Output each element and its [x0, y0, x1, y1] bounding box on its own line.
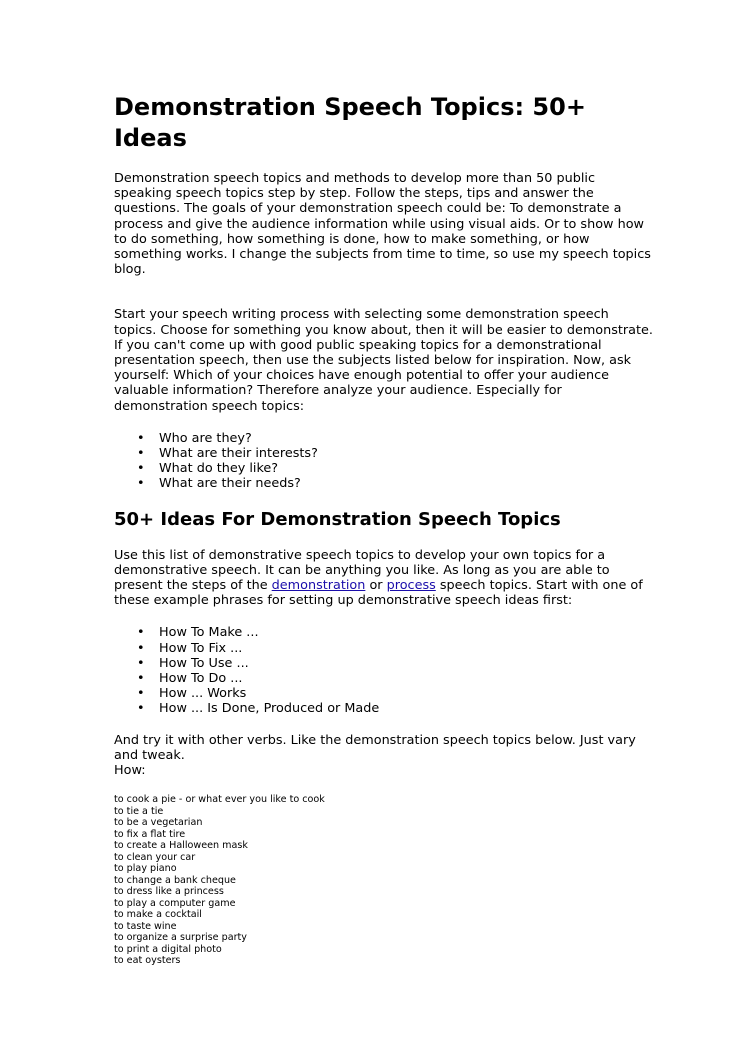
- topic-item: to change a bank cheque: [114, 874, 236, 886]
- topic-item: to make a cocktail: [114, 909, 202, 921]
- list-item: • How To Do ...: [159, 671, 654, 686]
- demonstration-link[interactable]: demonstration: [271, 578, 366, 594]
- list-item: • How To Use ...: [159, 656, 654, 671]
- audience-questions-list: [114, 431, 654, 492]
- section-text-end: speech topics. Start with one of these example phrases for setting up demonstrative speech ideas first:: [114, 578, 643, 609]
- topic-item: to taste wine: [114, 920, 177, 932]
- topic-item: to fix a flat tire: [114, 828, 186, 840]
- section-paragraph: [114, 548, 654, 609]
- how-label: How:: [114, 763, 146, 779]
- topic-item: to cook a pie - or what ever you like to cook: [114, 794, 325, 806]
- list-item: • How ... Works: [159, 686, 654, 701]
- section-text-start: Use this list of demonstrative speech topics to develop your own topics for a demonstrative speech. It can be anything you like. As long as you are able to present the steps of the: [114, 547, 610, 594]
- topic-item: to organize a surprise party: [114, 932, 247, 944]
- intro-paragraph: Demonstration speech topics and methods to develop more than 50 public speaking speech topics step by step. Follow the steps, tips and answer the questions. The goals of your demonstration speech could be: To demonstrate a process and give the audience information while using visual aids. Or to show how to do something, how something is done, how to make something, or how something works. I change the subjects from time to time, so use my speech topics blog.: [114, 171, 651, 278]
- list-item: • How To Make ...: [159, 625, 654, 640]
- list-item: • How To Fix ...: [159, 641, 654, 656]
- process-link[interactable]: process: [386, 578, 436, 594]
- topic-item: to play piano: [114, 863, 177, 875]
- section-heading: 50+ Ideas For Demonstration Speech Topics: [114, 508, 561, 530]
- list-item: • What are their needs?: [159, 476, 654, 491]
- list-item: • What do they like?: [159, 461, 654, 476]
- audience-paragraph: Start your speech writing process with selecting some demonstration speech topics. Choose for something you know about, then it will be easier to demonstrate. If you can't come up with good public speaking topics for a demonstrational presentation speech, then use the subjects listed below for inspiration. Now, ask yourself: Which of your choices have enough potential to offer your audience valuable information? Therefore analyze your audience. Especially for demonstration speech topics:: [114, 307, 653, 414]
- topics-list: [114, 794, 654, 967]
- closing-paragraph: And try it with other verbs. Like the demonstration speech topics below. Just vary and tweak.: [114, 732, 636, 763]
- list-item: • What are their interests?: [159, 446, 654, 461]
- example-phrases-list: [114, 625, 654, 716]
- topic-item: to be a vegetarian: [114, 817, 203, 829]
- page-title: Demonstration Speech Topics: 50+ Ideas: [114, 93, 586, 152]
- topic-item: to dress like a princess: [114, 886, 224, 898]
- topic-item: to tie a tie: [114, 805, 164, 817]
- topic-item: to clean your car: [114, 851, 196, 863]
- topic-item: to eat oysters: [114, 955, 181, 967]
- topic-item: to print a digital photo: [114, 943, 222, 955]
- document-page: [114, 92, 654, 967]
- topic-item: to play a computer game: [114, 897, 236, 909]
- list-item: • How ... Is Done, Produced or Made: [159, 701, 654, 716]
- topic-item: to create a Halloween mask: [114, 840, 248, 852]
- list-item: • Who are they?: [159, 431, 654, 446]
- section-text-middle: or: [365, 578, 387, 594]
